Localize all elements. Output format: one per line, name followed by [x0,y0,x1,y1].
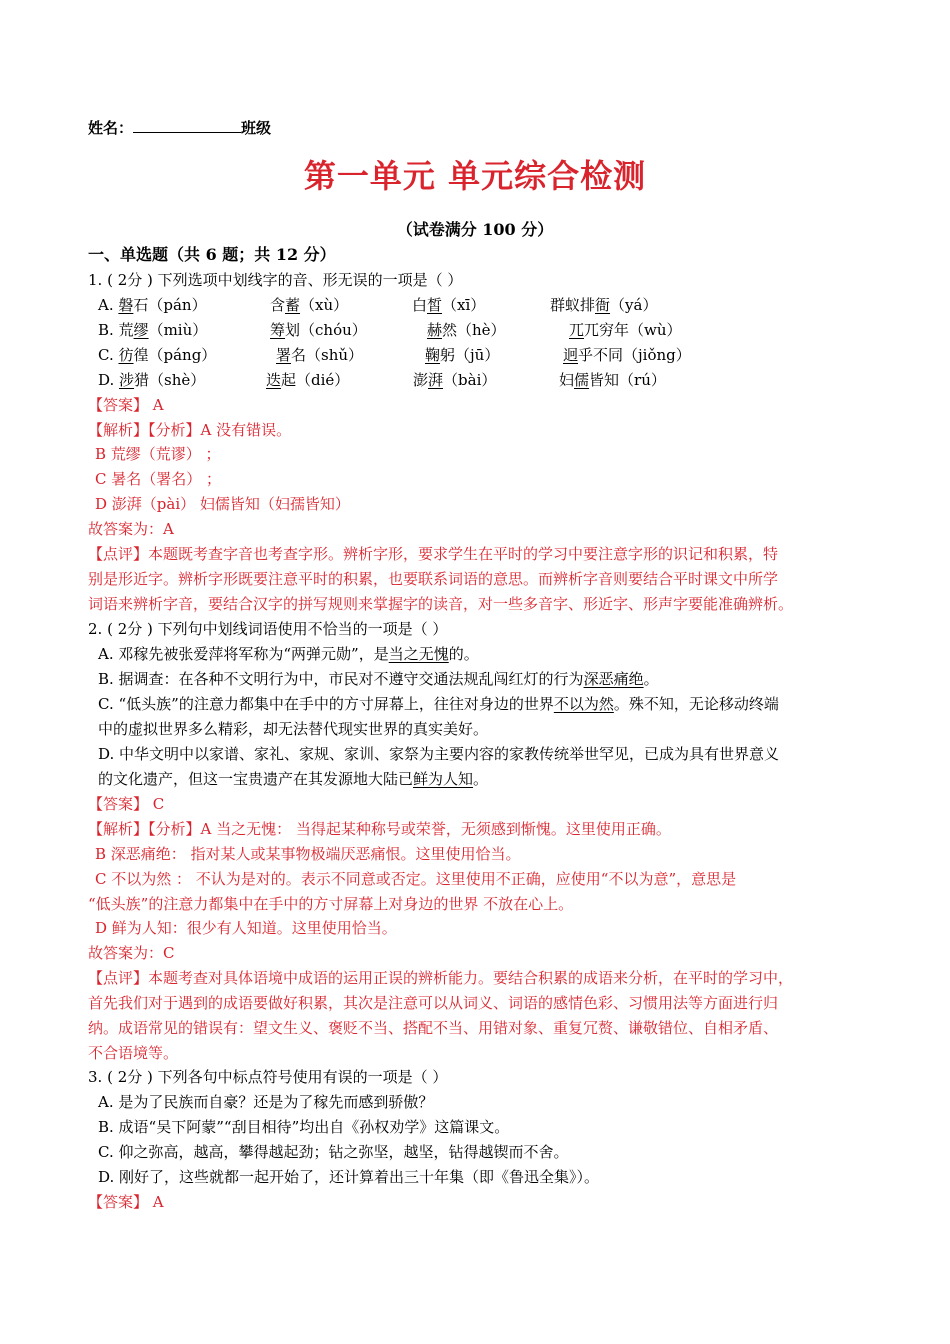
q2-option-c-cont: 中的虚拟世界多么精彩，却无法替代现实世界的真实美好。 [98,720,489,738]
q1-analysis-b: B 荒缪（荒谬） ； [95,445,221,463]
q2-analysis-d: D 鲜为人知：很少有人知道。这里使用恰当。 [95,919,397,937]
name-label: 姓名： [88,119,134,137]
q2-comment-2: 首先我们对于遇到的成语要做好积累，其次是注意可以从词义、词语的感情色彩、习惯用法等方面进行归 [88,994,779,1012]
page-title: 第一单元 单元综合检测 [303,157,647,195]
q2-comment-4: 不合语境等。 [88,1044,179,1062]
q2-comment-3: 纳。成语常见的错误有：望文生义、褒贬不当、搭配不当、用错对象、重复冗赘、谦敬错位、自相矛盾、 [88,1019,779,1037]
exam-page: 姓名： 班级 第一单元 单元综合检测 （试卷满分 100 分） 一、单选题（共 6 题；共 12 分） 1. ( 2分 ) 下列选项中划线字的音、形无误的一项是（ ） A. 磐石（pán） 含蓄（xù） 白皙（xī） 群蚁排衙（yá） B. 荒缪（miù） 筹划（chóu） 赫然（hè） 兀兀穷年（wù） C. 彷徨（páng） 署名（shǔ） 鞠躬（jū） 迥乎不同（jiǒng） D. 涉猎（shè） 迭起（dié） 澎湃（bài） 妇儒皆知（rú） 【答案】 A 【解析】【分析】A 没有错误。 B 荒缪（荒谬） ； C 暑名（署名） ； D 澎湃（pài） 妇儒皆知（妇孺皆知） 故答案为：A 【点评】本题既考查字音也考查字形。辨析字形，要求学生在平时的学习中要注意字形的识记和积累，特 别是形近字。辨析字形既要注意平时的积累，也要联系词语的意思。而辨析字音则要结合平时课文中所学 词语来辨析字音，要结合汉字的拼写规则来掌握字的读音，对一些多音字、形近字、形声字要能准确辨析。 2. ( 2分 ) 下列句中划线词语使用不恰当的一项是（ ） A. 邓稼先被张爱萍将军称为“两弹元勋”，是当之无愧的。 B. 据调查：在各种不文明行为中，市民对不遵守交通法规乱闯红灯的行为深恶痛绝。 C. “低头族”的注意力都集中在手中的方寸屏幕上，往往对身边的世界不以为然。殊不知，无论移动终端 中的虚拟世界多么精彩，却无法替代现实世界的真实美好。 D. 中华文明中以家谱、家礼、家规、家训、家祭为主要内容的家教传统举世罕见，已成为具有世界意义 的文化遗产，但这一宝贵遗产在其发源地大陆已鲜为人知。 【答案】 C 【解析】【分析】A 当之无愧： 当得起某种称号或荣誉，无须感到惭愧。这里使用正确。 B 深恶痛绝： 指对某人或某事物极端厌恶痛恨。这里使用恰当。 C 不以为然 ： 不认为是对的。表示不同意或否定。这里使用不正确，应使用“不以为意”，意思是 “低头族”的注意力都集中在手中的方寸屏幕上对身边的世界 不放在心上。 D 鲜为人知：很少有人知道。这里使用恰当。 故答案为：C 【点评】本题考查对具体语境中成语的运用正误的辨析能力。要结合积累的成语来分析，在平时的学习中， 首先我们对于遇到的成语要做好积累，其次是注意可以从词义、词语的感情色彩、习惯用法等方面进行归 纳。成语常见的错误有：望文生义、褒贬不当、搭配不当、用错对象、重复冗赘、谦敬错位、自相矛盾、 不合语境等。 3. ( 2分 ) 下列各句中标点符号使用有误的一项是（ ） A. 是为了民族而自豪？还是为了稼先而感到骄傲？ B. 成语“吴下阿蒙”“刮目相待”均出自《孙权劝学》这篇课文。 C. 仰之弥高，越高，攀得越起劲；钻之弥坚，越坚，钻得越锲而不舍。 D. 刚好了，这些就都一起开始了，还计算着出三十年集（即《鲁迅全集》）。 【答案】 A [0,0,950,1344]
q2-answer: 【答案】 C [88,795,165,813]
q3-answer: 【答案】 A [88,1193,164,1211]
q2-option-d-cont: 的文化遗产，但这一宝贵遗产在其发源地大陆已鲜为人知。 [98,770,489,788]
q2-analysis-a: 【解析】【分析】A 当之无愧： 当得起某种称号或荣誉，无须感到惭愧。这里使用正确。 [88,820,671,838]
q1-stem: 1. ( 2分 ) 下列选项中划线字的音、形无误的一项是（ ） [88,271,463,289]
q1-analysis-c: C 暑名（署名） ； [95,470,222,488]
q2-option-d: D. 中华文明中以家谱、家礼、家规、家训、家祭为主要内容的家教传统举世罕见，已成为具有世界意义 [98,745,780,763]
q2-final: 故答案为：C [88,944,175,962]
name-blank[interactable] [133,117,241,133]
q2-analysis-c: C 不以为然 ： 不认为是对的。表示不同意或否定。这里使用不正确，应使用“不以为意”，意思是 [95,870,737,888]
q1-comment-2: 别是形近字。辨析字形既要注意平时的积累，也要联系词语的意思。而辨析字音则要结合平时课文中所学 [88,570,779,588]
q1-analysis: 【解析】【分析】A 没有错误。 [88,421,292,439]
q2-analysis-c-cont: “低头族”的注意力都集中在手中的方寸屏幕上对身边的世界 不放在心上。 [88,895,574,913]
q3-option-d: D. 刚好了，这些就都一起开始了，还计算着出三十年集（即《鲁迅全集》）。 [98,1168,600,1186]
q1-comment-1: 【点评】本题既考查字音也考查字形。辨析字形，要求学生在平时的学习中要注意字形的识记和积累，特 [88,545,779,563]
q3-stem: 3. ( 2分 ) 下列各句中标点符号使用有误的一项是（ ） [88,1068,448,1086]
page-subtitle: （试卷满分 100 分） [396,220,554,239]
q3-option-b: B. 成语“吴下阿蒙”“刮目相待”均出自《孙权劝学》这篇课文。 [98,1118,510,1136]
q3-option-c: C. 仰之弥高，越高，攀得越起劲；钻之弥坚，越坚，钻得越锲而不舍。 [98,1143,569,1161]
q1-answer: 【答案】 A [88,396,164,414]
q2-option-c: C. “低头族”的注意力都集中在手中的方寸屏幕上，往往对身边的世界不以为然。殊不知，无论移动终端 [98,695,779,713]
q2-option-b: B. 据调查：在各种不文明行为中，市民对不遵守交通法规乱闯红灯的行为深恶痛绝。 [98,670,659,688]
q2-option-a: A. 邓稼先被张爱萍将军称为“两弹元勋”，是当之无愧的。 [98,645,479,663]
section-heading: 一、单选题（共 6 题；共 12 分） [88,245,336,264]
q2-stem: 2. ( 2分 ) 下列句中划线词语使用不恰当的一项是（ ） [88,620,448,638]
q1-comment-3: 词语来辨析字音，要结合汉字的拼写规则来掌握字的读音，对一些多音字、形近字、形声字要能准确辨析。 [88,595,794,613]
q1-analysis-d: D 澎湃（pài） 妇儒皆知（妇孺皆知） [95,495,350,513]
q1-final: 故答案为：A [88,520,174,538]
name-class-line [88,116,271,140]
class-label: 班级 [241,119,272,137]
q2-analysis-b: B 深恶痛绝： 指对某人或某事物极端厌恶痛恨。这里使用恰当。 [95,845,521,863]
q3-option-a: A. 是为了民族而自豪？还是为了稼先而感到骄傲？ [98,1093,434,1111]
q2-comment-1: 【点评】本题考查对具体语境中成语的运用正误的辨析能力。要结合积累的成语来分析，在平时的学习中， [88,969,794,987]
